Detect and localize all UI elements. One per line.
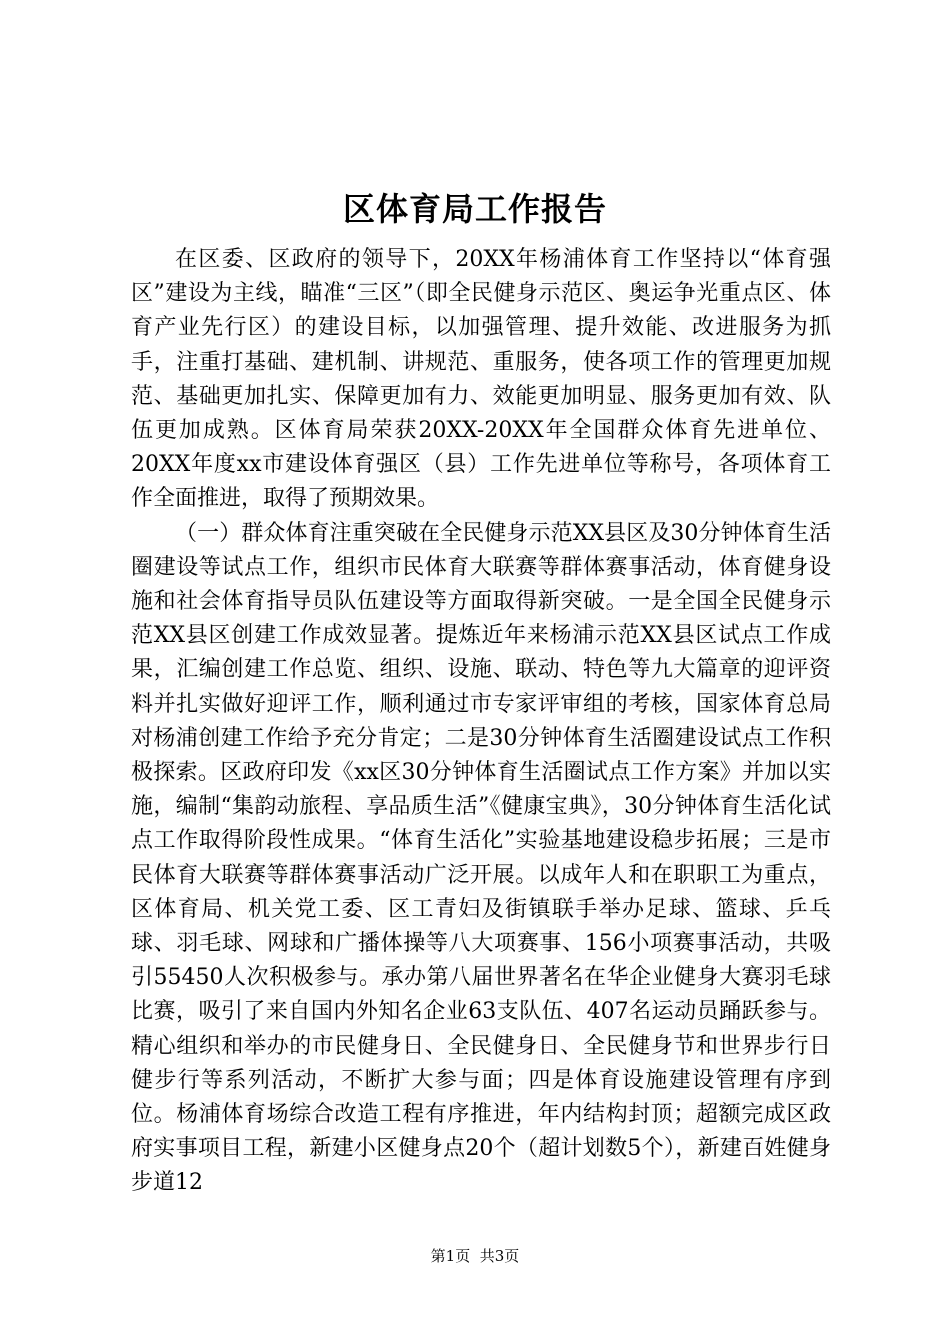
paragraph-mass-sports: （一）群众体育注重突破在全民健身示范XX县区及30分钟体育生活圈建设等试点工作，组织市民体育大联赛等群体赛事活动，体育健身设施和社会体育指导员队伍建设等方面取得新突破。一是全国全民健身示范XX县区创建工作成效显著。提炼近年来杨浦示范XX县区试点工作成果，汇编创建工作总览、组织、设施、联动、特色等九大篇章的迎评资料并扎实做好迎评工作，顺利通过市专家评审组的考核，国家体育总局对杨浦创建工作给予充分肯定；二是30分钟体育生活圈建设试点工作积极探索。区政府印发《xx区30分钟体育生活圈试点工作方案》并加以实施，编制“集韵动旅程、享品质生活”《健康宝典》，30分钟体育生活化试点工作取得阶段性成果。“体育生活化”实验基地建设稳步拓展；三是市民体育大联赛等群体赛事活动广泛开展。以成年人和在职职工为重点，区体育局、机关党工委、区工青妇及街镇联手举办足球、篮球、乒乓球、羽毛球、网球和广播体操等八大项赛事、156小项赛事活动，共吸引55450人次积极参与。承办第八届世界著名在华企业健身大赛羽毛球比赛，吸引了来自国内外知名企业63支队伍、407名运动员踊跃参与。精心组织和举办的市民健身日、全民健身日、全民健身节和世界步行日健步行等系列活动，不断扩大参与面；四是体育设施建设管理有序到位。杨浦体育场综合改造工程有序推进，年内结构封顶；超额完成区政府实事项目工程，新建小区健身点20个（超计划数5个），新建百姓健身步道12 bbox=[131, 520, 831, 1196]
page-total: 共3页 bbox=[479, 1247, 520, 1265]
document-title: 区体育局工作报告 bbox=[342, 190, 607, 228]
page-footer bbox=[0, 1244, 950, 1268]
document-body bbox=[131, 243, 831, 1201]
paragraph-intro: 在区委、区政府的领导下，20XX年杨浦体育工作坚持以“体育强区”建设为主线，瞄准“三区”（即全民健身示范区、奥运争光重点区、体育产业先行区）的建设目标，以加强管理、提升效能、改进服务为抓手，注重打基础、建机制、讲规范、重服务，使各项工作的管理更加规范、基础更加扎实、保障更加有力、效能更加明显、服务更加有效、队伍更加成熟。区体育局荣获20XX-20XX年全国群众体育先进单位、20XX年度xx市建设体育强区（县）工作先进单位等称号，各项体育工作全面推进，取得了预期效果。 bbox=[131, 247, 831, 512]
page-number: 第1页 bbox=[430, 1247, 471, 1265]
